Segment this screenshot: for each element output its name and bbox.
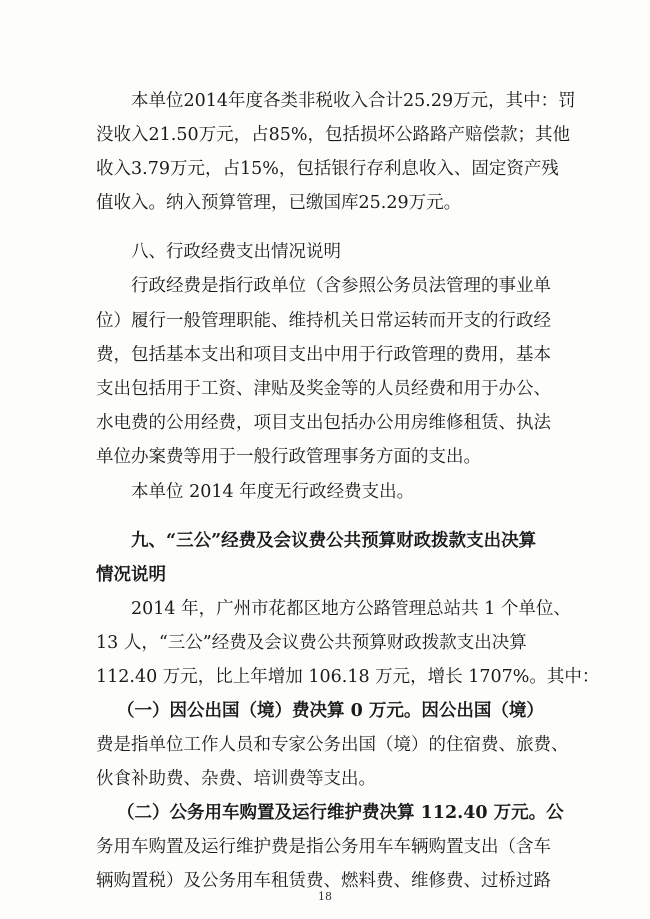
body-text-line: 单位办案费等用于一般行政管理事务方面的支出。 bbox=[96, 447, 481, 467]
subsection-heading-1: （一）因公出国（境）费决算 0 万元。因公出国（境） bbox=[117, 701, 544, 721]
body-text-line: 112.40 万元，比上年增加 106.18 万元，增长 1707%。其中： bbox=[96, 667, 600, 687]
body-text-line: 2014 年，广州市花都区地方公路管理总站共 1 个单位、 bbox=[131, 599, 571, 619]
section-heading-9: 九、“三公”经费及会议费公共预算财政拨款支出决算 bbox=[131, 531, 537, 551]
section-heading-9-cont: 情况说明 bbox=[96, 565, 166, 585]
subsection-heading-2: （二）公务用车购置及运行维护费决算 112.40 万元。公 bbox=[117, 803, 564, 823]
body-text-line: 费是指单位工作人员和专家公务出国（境）的住宿费、旅费、 bbox=[96, 735, 569, 755]
body-text-line: 水电费的公用经费，项目支出包括办公用房维修租赁、执法 bbox=[96, 413, 551, 433]
section-heading-8: 八、行政经费支出情况说明 bbox=[131, 242, 341, 262]
body-text-line: 支出包括用于工资、津贴及奖金等的人员经费和用于办公、 bbox=[96, 379, 551, 399]
body-text-line: 务用车购置及运行维护费是指公务用车车辆购置支出（含车 bbox=[96, 837, 551, 857]
body-text-line: 值收入。纳入预算管理，已缴国库25.29万元。 bbox=[96, 193, 462, 213]
body-text-line: 伙食补助费、杂费、培训费等支出。 bbox=[96, 769, 376, 789]
body-text-line: 辆购置税）及公务用车租赁费、燃料费、维修费、过桥过路 bbox=[96, 871, 551, 891]
body-text-line: 没收入21.50万元，占85%，包括损坏公路路产赔偿款；其他 bbox=[96, 125, 570, 145]
body-text-line: 费，包括基本支出和项目支出中用于行政管理的费用，基本 bbox=[96, 345, 551, 365]
body-text-line: 本单位 2014 年度无行政经费支出。 bbox=[131, 482, 415, 502]
body-text-line: 本单位2014年度各类非税收入合计25.29万元，其中：罚 bbox=[131, 91, 576, 111]
body-text-line: 位）履行一般管理职能、维持机关日常运转而开支的行政经 bbox=[96, 311, 551, 331]
page-number: 18 bbox=[318, 890, 332, 903]
body-text-line: 13 人，“三公”经费及会议费公共预算财政拨款支出决算 bbox=[96, 633, 527, 653]
body-text-line: 行政经费是指行政单位（含参照公务员法管理的事业单 bbox=[131, 276, 551, 296]
body-text-line: 收入3.79万元，占15%，包括银行存利息收入、固定资产残 bbox=[96, 159, 559, 179]
